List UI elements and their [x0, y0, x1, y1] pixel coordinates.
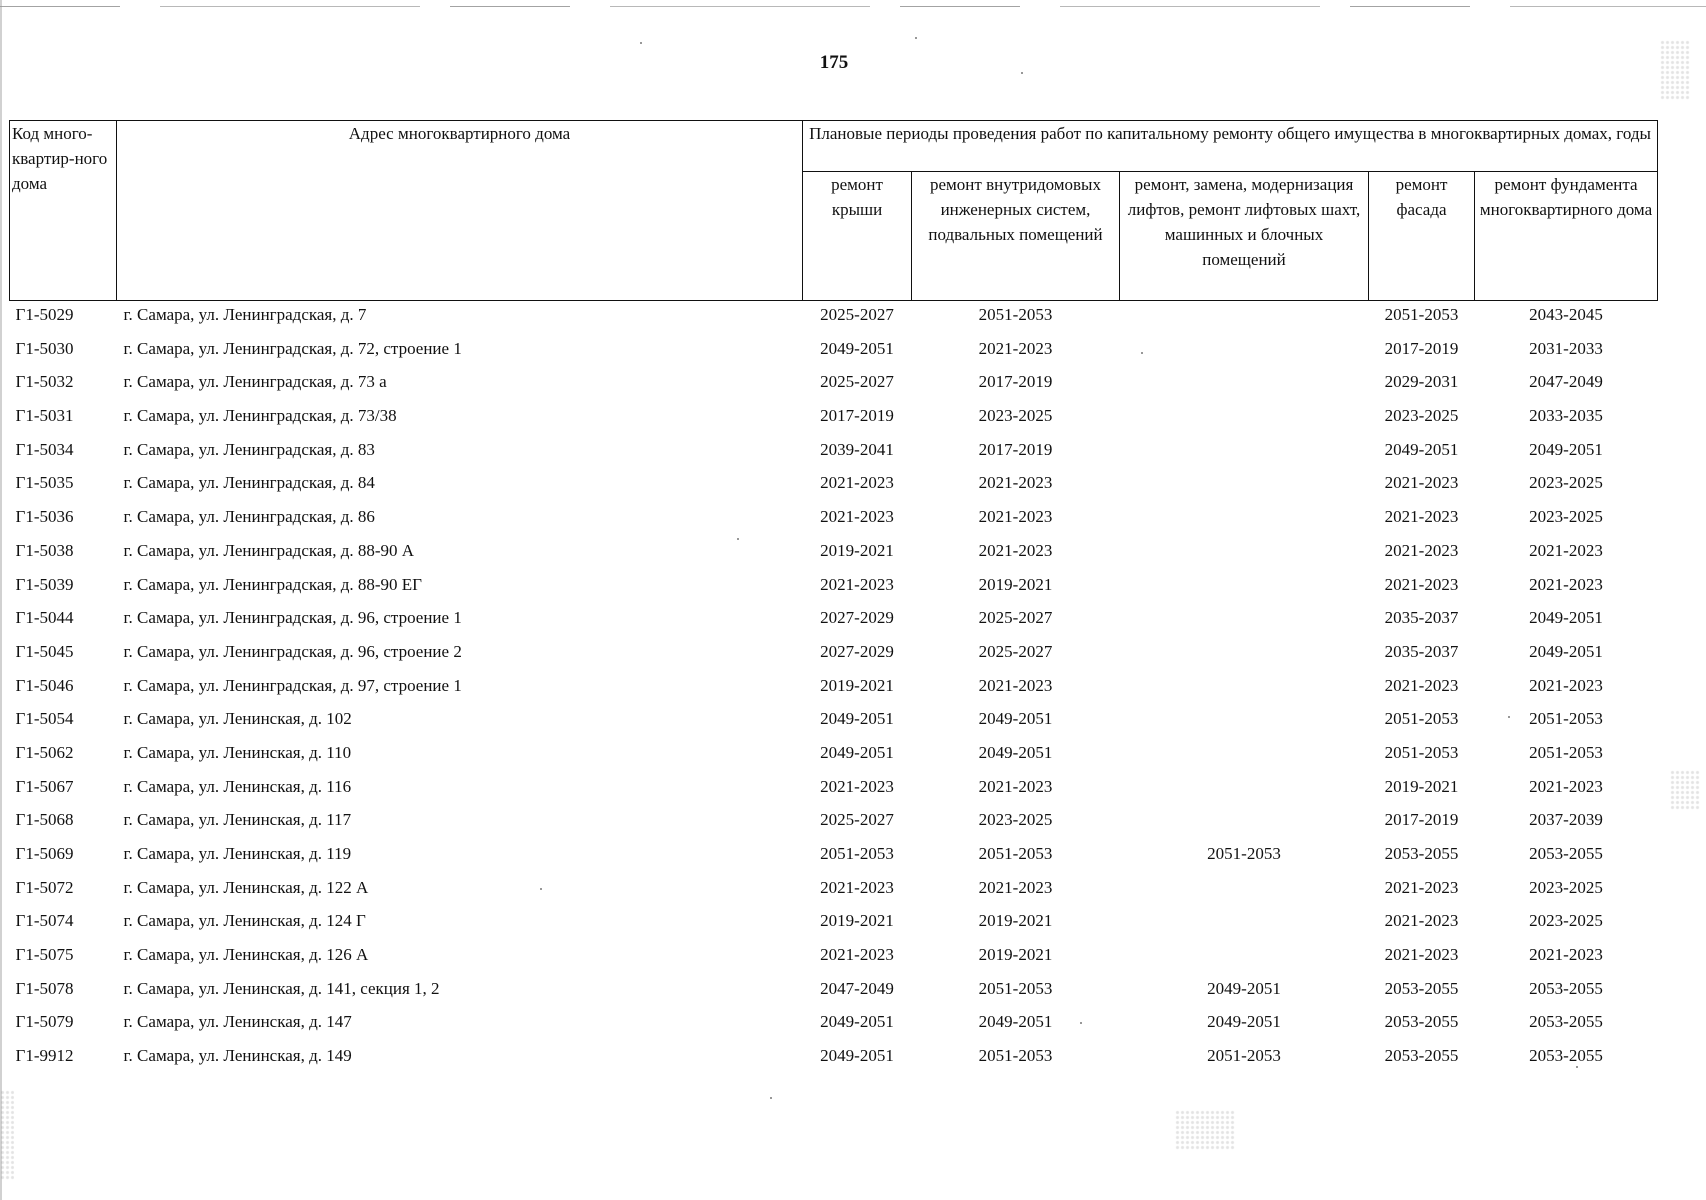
table-row [10, 604, 1658, 638]
cell-address: г. Самара, ул. Ленинградская, д. 83 [123, 439, 375, 459]
cell-foundation: 2023-2025 [1529, 507, 1603, 527]
header-code [10, 121, 117, 301]
cell-roof: 2047-2049 [820, 978, 894, 998]
cell-lifts [1120, 604, 1369, 638]
header-engineering-label: ремонт внутридомовых инженерных систем, подвальных помещений [928, 175, 1103, 244]
cell-facade: 2029-2031 [1384, 372, 1459, 392]
table-row [10, 705, 1658, 739]
cell-foundation: 2021-2023 [1529, 945, 1603, 965]
header-lifts [1120, 172, 1369, 301]
cell-code: Г1-5079 [15, 1012, 74, 1032]
cell-address: г. Самара, ул. Ленинградская, д. 96, строение 2 [123, 641, 462, 661]
cell-lifts [1120, 571, 1369, 605]
cell-engineering: 2023-2025 [978, 406, 1053, 426]
cell-lifts: 2051-2053 [1207, 844, 1281, 863]
table-row [10, 874, 1658, 908]
scan-noise [0, 1090, 14, 1180]
cell-facade: 2049-2051 [1384, 439, 1459, 459]
cell-foundation: 2023-2025 [1529, 911, 1603, 931]
cell-address: г. Самара, ул. Ленинская, д. 102 [123, 709, 352, 729]
cell-address: г. Самара, ул. Ленинская, д. 122 А [123, 877, 369, 897]
cell-engineering: 2025-2027 [978, 641, 1053, 661]
cell-address: г. Самара, ул. Ленинская, д. 117 [123, 810, 352, 830]
cell-foundation: 2021-2023 [1529, 675, 1603, 695]
cell-foundation: 2053-2055 [1529, 1046, 1603, 1066]
cell-roof: 2025-2027 [820, 372, 894, 392]
cell-roof: 2021-2023 [820, 877, 894, 897]
table-row [10, 469, 1658, 503]
table-body [10, 301, 1658, 1076]
cell-engineering: 2021-2023 [978, 507, 1053, 527]
cell-address: г. Самара, ул. Ленинская, д. 147 [123, 1012, 352, 1032]
scan-speck [1141, 352, 1143, 354]
scan-noise [1670, 770, 1700, 810]
cell-code: Г1-5038 [15, 540, 74, 560]
table-row [10, 571, 1658, 605]
cell-lifts [1120, 402, 1369, 436]
cell-facade: 2051-2053 [1384, 742, 1459, 762]
cell-facade: 2021-2023 [1384, 574, 1459, 594]
cell-roof: 2049-2051 [820, 709, 894, 729]
cell-address: г. Самара, ул. Ленинградская, д. 72, строение 1 [123, 338, 462, 358]
cell-address: г. Самара, ул. Ленинская, д. 110 [123, 742, 352, 762]
cell-code: Г1-5030 [15, 338, 74, 358]
header-foundation [1475, 172, 1658, 301]
cell-facade: 2021-2023 [1384, 675, 1459, 695]
table-row [10, 840, 1658, 874]
cell-roof: 2027-2029 [820, 641, 894, 661]
cell-foundation: 2053-2055 [1529, 844, 1603, 863]
header-periods-group-label: Плановые периоды проведения работ по капитальному ремонту общего имущества в многоквартирных домах, годы [809, 124, 1651, 143]
cell-foundation: 2031-2033 [1529, 338, 1603, 358]
scan-speck [640, 42, 642, 44]
cell-roof: 2025-2027 [820, 810, 894, 830]
table-row [10, 773, 1658, 807]
cell-facade: 2021-2023 [1384, 507, 1459, 527]
cell-address: г. Самара, ул. Ленинская, д. 124 Г [123, 911, 366, 931]
cell-code: Г1-5078 [15, 978, 74, 998]
cell-roof: 2049-2051 [820, 1012, 894, 1032]
cell-roof: 2049-2051 [820, 1046, 894, 1066]
cell-code: Г1-5069 [15, 844, 74, 863]
scan-noise [1660, 40, 1690, 100]
cell-foundation: 2021-2023 [1529, 574, 1603, 594]
cell-engineering: 2025-2027 [978, 608, 1053, 628]
cell-address: г. Самара, ул. Ленинская, д. 119 [123, 844, 352, 863]
cell-engineering: 2021-2023 [978, 776, 1053, 796]
cell-roof: 2019-2021 [820, 540, 894, 560]
cell-code: Г1-5062 [15, 742, 74, 762]
cell-roof: 2025-2027 [820, 305, 894, 324]
header-roof [803, 172, 912, 301]
cell-facade: 2035-2037 [1384, 608, 1459, 628]
cell-facade: 2053-2055 [1384, 1046, 1459, 1066]
cell-address: г. Самара, ул. Ленинская, д. 126 А [123, 945, 369, 965]
cell-roof: 2021-2023 [820, 776, 894, 796]
cell-facade: 2021-2023 [1384, 911, 1459, 931]
cell-address: г. Самара, ул. Ленинградская, д. 88-90 А [123, 540, 415, 560]
cell-code: Г1-5036 [15, 507, 74, 527]
header-roof-label: ремонт крыши [831, 175, 883, 219]
table-row [10, 739, 1658, 773]
cell-engineering: 2021-2023 [978, 540, 1053, 560]
cell-address: г. Самара, ул. Ленинградская, д. 73/38 [123, 406, 397, 426]
cell-engineering: 2049-2051 [978, 742, 1053, 762]
cell-foundation: 2023-2025 [1529, 877, 1603, 897]
cell-foundation: 2047-2049 [1529, 372, 1603, 392]
cell-facade: 2053-2055 [1384, 844, 1459, 863]
header-code-label: Код много-квартир-ного дома [12, 124, 108, 193]
table-row [10, 1042, 1658, 1076]
cell-engineering: 2049-2051 [978, 709, 1053, 729]
cell-roof: 2051-2053 [820, 844, 894, 863]
cell-facade: 2053-2055 [1384, 1012, 1459, 1032]
cell-foundation: 2033-2035 [1529, 406, 1603, 426]
cell-address: г. Самара, ул. Ленинградская, д. 86 [123, 507, 375, 527]
cell-lifts: 2049-2051 [1207, 978, 1281, 998]
cell-code: Г1-5067 [15, 776, 74, 796]
scan-edge-left [0, 0, 2, 1200]
header-address-label: Адрес многоквартирного дома [348, 124, 571, 143]
cell-lifts [1120, 941, 1369, 975]
cell-address: г. Самара, ул. Ленинградская, д. 96, строение 1 [123, 608, 462, 628]
header-facade [1369, 172, 1475, 301]
cell-code: Г1-5031 [15, 406, 74, 426]
scan-speck [1080, 1022, 1082, 1024]
table-row [10, 335, 1658, 369]
cell-lifts [1120, 907, 1369, 941]
cell-facade: 2019-2021 [1384, 776, 1459, 796]
cell-engineering: 2019-2021 [978, 911, 1053, 931]
cell-code: Г1-5039 [15, 574, 74, 594]
scan-noise [1175, 1110, 1235, 1150]
cell-facade: 2053-2055 [1384, 978, 1459, 998]
table-row [10, 1008, 1658, 1042]
cell-lifts [1120, 301, 1369, 335]
cell-engineering: 2051-2053 [978, 1046, 1053, 1066]
cell-foundation: 2049-2051 [1529, 439, 1603, 459]
table-row [10, 638, 1658, 672]
cell-roof: 2049-2051 [820, 742, 894, 762]
header-foundation-label: ремонт фундамента многоквартирного дома [1479, 175, 1653, 219]
cell-address: г. Самара, ул. Ленинградская, д. 73 а [123, 372, 387, 392]
scan-edge-top [0, 6, 1706, 7]
capital-repair-schedule-table [9, 120, 1658, 1076]
cell-foundation: 2037-2039 [1529, 810, 1603, 830]
cell-address: г. Самара, ул. Ленинградская, д. 88-90 ЕГ [123, 574, 423, 594]
cell-foundation: 2023-2025 [1529, 473, 1603, 493]
cell-engineering: 2021-2023 [978, 675, 1053, 695]
cell-lifts [1120, 436, 1369, 470]
cell-lifts [1120, 739, 1369, 773]
scan-speck [737, 538, 739, 540]
cell-lifts [1120, 773, 1369, 807]
cell-engineering: 2023-2025 [978, 810, 1053, 830]
cell-roof: 2021-2023 [820, 574, 894, 594]
cell-address: г. Самара, ул. Ленинская, д. 141, секция 1, 2 [123, 978, 440, 998]
cell-foundation: 2051-2053 [1529, 742, 1603, 762]
cell-code: Г1-5068 [15, 810, 74, 830]
header-periods-group [803, 121, 1658, 172]
table-row [10, 402, 1658, 436]
table-row [10, 672, 1658, 706]
cell-lifts [1120, 503, 1369, 537]
cell-engineering: 2017-2019 [978, 372, 1053, 392]
header-facade-label: ремонт фасада [1395, 175, 1448, 219]
cell-lifts [1120, 874, 1369, 908]
cell-address: г. Самара, ул. Ленинская, д. 149 [123, 1046, 352, 1066]
header-address [117, 121, 803, 301]
cell-code: Г1-5034 [15, 439, 74, 459]
cell-code: Г1-5045 [15, 641, 74, 661]
cell-facade: 2021-2023 [1384, 945, 1459, 965]
cell-roof: 2039-2041 [820, 439, 894, 459]
cell-roof: 2021-2023 [820, 473, 894, 493]
cell-foundation: 2053-2055 [1529, 978, 1603, 998]
cell-engineering: 2051-2053 [978, 844, 1053, 863]
cell-roof: 2049-2051 [820, 338, 894, 358]
cell-facade: 2017-2019 [1384, 810, 1459, 830]
cell-facade: 2021-2023 [1384, 473, 1459, 493]
table-row [10, 975, 1658, 1009]
cell-roof: 2019-2021 [820, 675, 894, 695]
cell-code: Г1-5032 [15, 372, 74, 392]
cell-foundation: 2021-2023 [1529, 776, 1603, 796]
cell-foundation: 2051-2053 [1529, 709, 1603, 729]
cell-lifts [1120, 368, 1369, 402]
cell-code: Г1-5044 [15, 608, 74, 628]
cell-roof: 2027-2029 [820, 608, 894, 628]
table-row [10, 503, 1658, 537]
cell-code: Г1-5035 [15, 473, 74, 493]
scan-speck [1576, 1066, 1578, 1068]
cell-engineering: 2051-2053 [978, 305, 1053, 324]
cell-code: Г1-5072 [15, 877, 74, 897]
cell-lifts: 2049-2051 [1207, 1012, 1281, 1032]
table-row [10, 301, 1658, 335]
scan-speck [1508, 716, 1510, 718]
table-row [10, 907, 1658, 941]
scan-speck [770, 1097, 772, 1099]
cell-code: Г1-9912 [15, 1046, 74, 1066]
cell-engineering: 2049-2051 [978, 1012, 1053, 1032]
cell-engineering: 2021-2023 [978, 473, 1053, 493]
cell-address: г. Самара, ул. Ленинская, д. 116 [123, 776, 352, 796]
cell-roof: 2021-2023 [820, 507, 894, 527]
cell-lifts [1120, 705, 1369, 739]
cell-code: Г1-5054 [15, 709, 74, 729]
cell-engineering: 2017-2019 [978, 439, 1053, 459]
cell-address: г. Самара, ул. Ленинградская, д. 97, строение 1 [123, 675, 462, 695]
cell-code: Г1-5046 [15, 675, 74, 695]
cell-facade: 2023-2025 [1384, 406, 1459, 426]
cell-facade: 2051-2053 [1384, 709, 1459, 729]
scan-speck [540, 888, 542, 890]
cell-code: Г1-5029 [15, 305, 74, 324]
cell-roof: 2017-2019 [820, 406, 894, 426]
cell-foundation: 2049-2051 [1529, 608, 1603, 628]
page-number: 175 [819, 52, 849, 73]
table-row [10, 806, 1658, 840]
cell-lifts [1120, 469, 1369, 503]
header-engineering [912, 172, 1120, 301]
cell-engineering: 2051-2053 [978, 978, 1053, 998]
cell-foundation: 2021-2023 [1529, 540, 1603, 560]
cell-roof: 2021-2023 [820, 945, 894, 965]
cell-lifts [1120, 806, 1369, 840]
cell-engineering: 2019-2021 [978, 574, 1053, 594]
table-header [10, 121, 1658, 301]
table-row [10, 537, 1658, 571]
cell-lifts [1120, 335, 1369, 369]
cell-lifts: 2051-2053 [1207, 1046, 1281, 1066]
scan-speck [915, 37, 917, 39]
table-row [10, 368, 1658, 402]
cell-engineering: 2021-2023 [978, 338, 1053, 358]
cell-facade: 2017-2019 [1384, 338, 1459, 358]
cell-roof: 2019-2021 [820, 911, 894, 931]
cell-lifts [1120, 537, 1369, 571]
cell-code: Г1-5075 [15, 945, 74, 965]
cell-foundation: 2043-2045 [1529, 305, 1603, 324]
cell-facade: 2021-2023 [1384, 877, 1459, 897]
cell-address: г. Самара, ул. Ленинградская, д. 84 [123, 473, 375, 493]
scan-speck [1021, 72, 1023, 74]
cell-code: Г1-5074 [15, 911, 74, 931]
table-row [10, 436, 1658, 470]
cell-lifts [1120, 672, 1369, 706]
cell-facade: 2051-2053 [1384, 305, 1459, 324]
table-row [10, 941, 1658, 975]
cell-foundation: 2049-2051 [1529, 641, 1603, 661]
cell-foundation: 2053-2055 [1529, 1012, 1603, 1032]
cell-facade: 2035-2037 [1384, 641, 1459, 661]
cell-address: г. Самара, ул. Ленинградская, д. 7 [123, 305, 367, 324]
cell-facade: 2021-2023 [1384, 540, 1459, 560]
cell-engineering: 2019-2021 [978, 945, 1053, 965]
cell-engineering: 2021-2023 [978, 877, 1053, 897]
header-lifts-label: ремонт, замена, модернизация лифтов, ремонт лифтовых шахт, машинных и блочных помещений [1127, 175, 1361, 269]
cell-lifts [1120, 638, 1369, 672]
